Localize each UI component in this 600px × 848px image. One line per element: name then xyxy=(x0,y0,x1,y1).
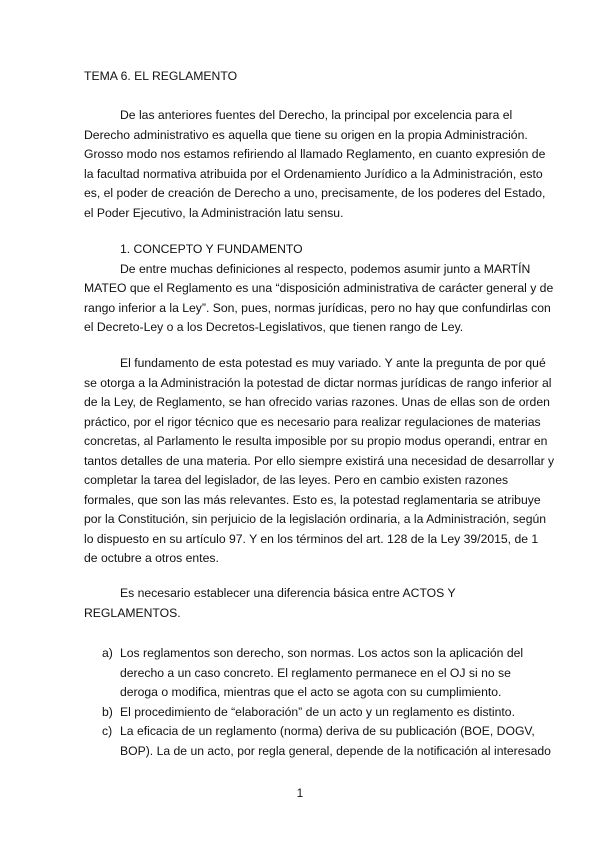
s1p2-line-9: por la Constitución, sin perjuicio de la legislación ordinaria, a la Administración, según xyxy=(84,512,547,526)
page-number: 1 xyxy=(296,788,304,800)
s1p3-line-2: REGLAMENTOS. xyxy=(84,605,181,620)
list-c-line-2: BOP). La de un acto, por regla general, depende de la notificación al interesado xyxy=(120,743,551,758)
s1p1-line-1: De entre muchas definiciones al respecto, podemos asumir junto a MARTÍN xyxy=(120,261,531,276)
s1p2-line-10: lo dispuesto en su artículo 97. Y en los términos del art. 128 de la Ley 39/2015, de 1 xyxy=(84,531,539,546)
list-a-line-1: Los reglamentos son derecho, son normas. Los actos son la aplicación del xyxy=(120,646,524,660)
s1p2-line-6: tantos detalles de una materia. Por ello siempre existirá una necesidad de desarrollar y xyxy=(84,453,555,468)
list-marker: c) xyxy=(102,724,113,738)
s1p2-line-11: de octubre a otros entes. xyxy=(84,551,219,565)
list-c-line-1: La eficacia de un reglamento (norma) deriva de su publicación (BOE, DOGV, xyxy=(120,724,535,738)
intro-line-3: Grosso modo nos estamos refiriendo al llamado Reglamento, en cuanto expresión de xyxy=(84,147,546,161)
list-marker: b) xyxy=(102,704,113,719)
s1p2-line-7: completar la tarea del legislador, de las leyes. Pero en cambio existen razones xyxy=(84,473,509,487)
section-1-paragraph-2 xyxy=(84,354,555,569)
list-marker: a) xyxy=(102,646,113,660)
intro-line-2: Derecho administrativo es aquella que tiene su origen en la propia Administración. xyxy=(84,127,528,142)
list-b-line-1: El procedimiento de “elaboración” de un acto y un reglamento es distinto. xyxy=(120,704,515,719)
s1p2-line-5: concretas, al Parlamento le resulta imposible por su propio modus operandi, entrar en xyxy=(84,434,548,448)
s1p1-line-4: el Decreto-Ley o a los Decretos-Legislativos, que tienen rango de Ley. xyxy=(84,320,464,334)
s1p2-line-1: El fundamento de esta potestad es muy variado. Y ante la pregunta de por qué xyxy=(120,356,546,370)
s1p2-line-2: se otorga a la Administración la potestad de dictar normas jurídicas de rango inferior al xyxy=(84,375,552,390)
list-item xyxy=(84,722,551,761)
section-1-heading: 1. CONCEPTO Y FUNDAMENTO xyxy=(120,242,303,256)
section-1-paragraph-3 xyxy=(84,584,524,623)
intro-line-5: es, el poder de creación de Derecho a uno, precisamente, de los poderes del Estado, xyxy=(84,186,546,200)
s1p2-line-4: práctico, por el rigor técnico que es necesario para realizar regulaciones de materias xyxy=(84,414,541,429)
intro-line-1: De las anteriores fuentes del Derecho, la principal por excelencia para el xyxy=(120,108,513,122)
differences-list xyxy=(84,644,551,761)
list-a-line-2: derecho a un caso concreto. El reglamento permanece en el OJ si no se xyxy=(120,665,511,680)
list-item xyxy=(84,703,524,723)
intro-paragraph xyxy=(84,106,546,223)
section-1 xyxy=(84,240,554,338)
intro-line-6: el Poder Ejecutivo, la Administración latu sensu. xyxy=(84,205,344,220)
s1p1-line-3: rango inferior a la Ley”. Son, pues, normas jurídicas, pero no hay que confundirlas con xyxy=(84,300,551,315)
s1p2-line-8: formales, que son las más relevantes. Esto es, la potestad reglamentaria se atribuye xyxy=(84,492,541,507)
s1p2-line-3: de la Ley, de Reglamento, se han ofrecido varias razones. Unas de ellas son de orden xyxy=(84,395,550,409)
s1p1-line-2: MATEO que el Reglamento es una “disposición administrativa de carácter general y de xyxy=(84,281,554,295)
intro-line-4: la facultad normativa atribuida por el Ordenamiento Jurídico a la Administración, esto xyxy=(84,166,543,181)
document-title: TEMA 6. EL REGLAMENTO xyxy=(84,69,238,83)
s1p3-line-1: Es necesario establecer una diferencia básica entre ACTOS Y xyxy=(120,586,456,600)
list-item xyxy=(84,644,524,703)
list-a-line-3: deroga o modifica, mientras que el acto se agota con su cumplimiento. xyxy=(120,685,502,699)
